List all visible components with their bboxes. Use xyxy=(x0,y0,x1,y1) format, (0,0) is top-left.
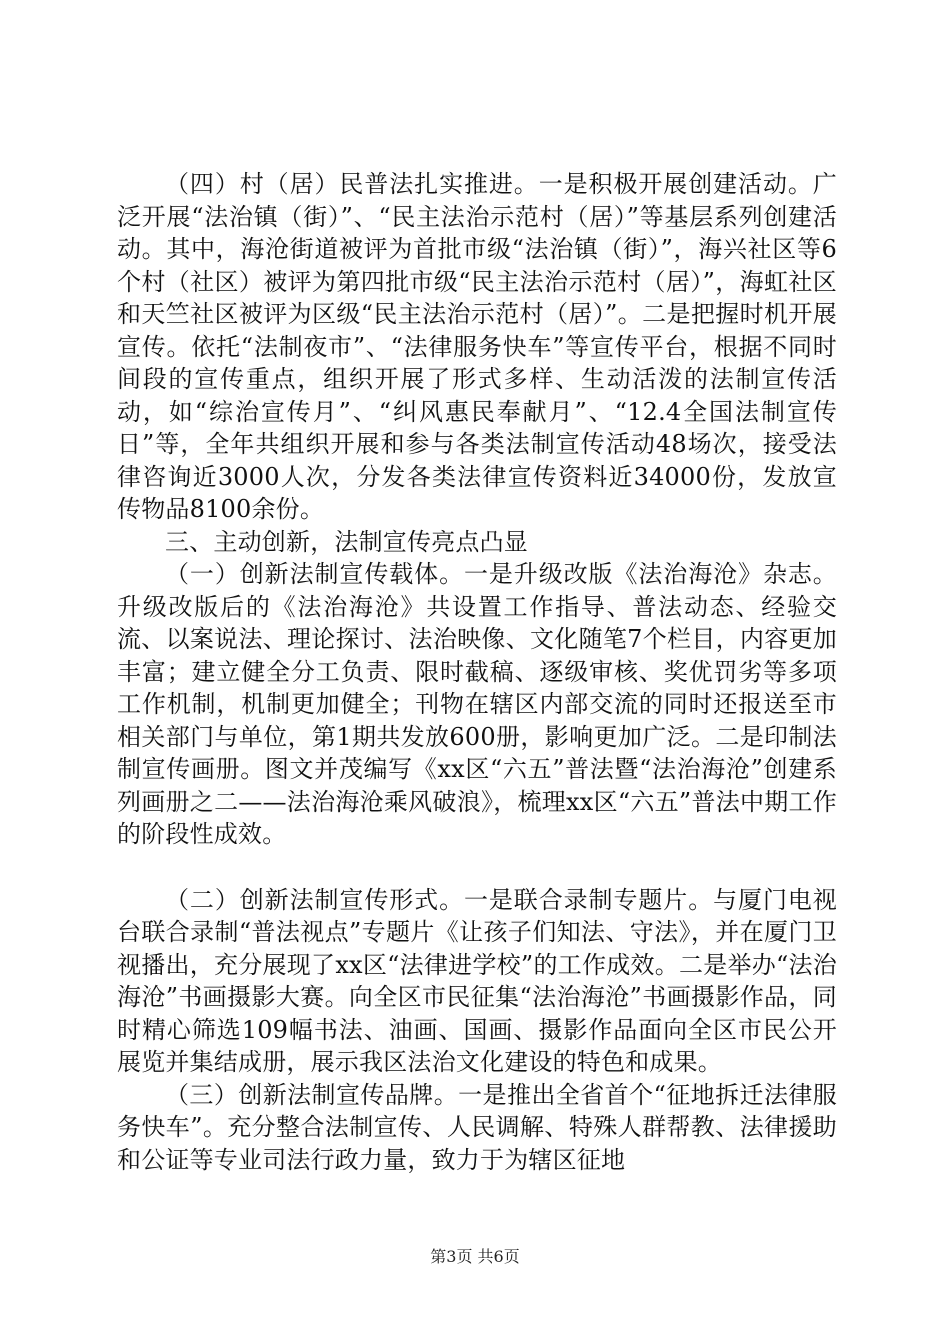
document-body xyxy=(117,168,837,1176)
page-footer: 第3页 共6页 xyxy=(430,1247,520,1266)
paragraph-carrier-innovation: （一）创新法制宣传载体。一是升级改版《法治海沧》杂志。升级改版后的《法治海沧》共设置工作指导、普法动态、经验交流、以案说法、理论探讨、法治映像、文化随笔7个栏目，内容更加丰富；建立健全分工负责、限时截稿、逐级审核、奖优罚劣等多项工作机制，机制更加健全；刊物在辖区内部交流的同时还报送至市相关部门与单位，第1期共发放600册，影响更加广泛。二是印制法制宣传画册。图文并茂编写《xx区“六五”普法暨“法治海沧”创建系列画册之二——法治海沧乘风破浪》，梳理xx区“六五”普法中期工作的阶段性成效。 xyxy=(117,560,837,848)
paragraph-form-innovation: （二）创新法制宣传形式。一是联合录制专题片。与厦门电视台联合录制“普法视点”专题片《让孩子们知法、守法》，并在厦门卫视播出，充分展现了xx区“法律进学校”的工作成效。二是举办“法治海沧”书画摄影大赛。向全区市民征集“法治海沧”书画摄影作品，同时精心筛选109幅书法、油画、国画、摄影作品面向全区市民公开展览并集结成册，展示我区法治文化建设的特色和成果。 xyxy=(117,885,837,1076)
paragraph-brand-innovation: （三）创新法制宣传品牌。一是推出全省首个“征地拆迁法律服务快车”。充分整合法制宣传、人民调解、特殊人群帮教、法律援助和公证等专业司法行政力量，致力于为辖区征地 xyxy=(117,1080,837,1174)
section-heading-innovation: 三、主动创新，法制宣传亮点凸显 xyxy=(165,527,528,556)
paragraph-village-law: （四）村（居）民普法扎实推进。一是积极开展创建活动。广泛开展“法治镇（街）”、“民主法治示范村（居）”等基层系列创建活动。其中，海沧街道被评为首批市级“法治镇（街）”，海兴社区等6个村（社区）被评为第四批市级“民主法治示范村（居）”，海虹社区和天竺社区被评为区级“民主法治示范村（居）”。二是把握时机开展宣传。依托“法制夜市”、“法律服务快车”等宣传平台，根据不同时间段的宣传重点，组织开展了形式多样、生动活泼的法制宣传活动，如“综治宣传月”、“纠风惠民奉献月”、“12.4全国法制宣传日”等，全年共组织开展和参与各类法制宣传活动48场次，接受法律咨询近3000人次，分发各类法律宣传资料近34000份，发放宣传物品8100余份。 xyxy=(117,170,837,523)
